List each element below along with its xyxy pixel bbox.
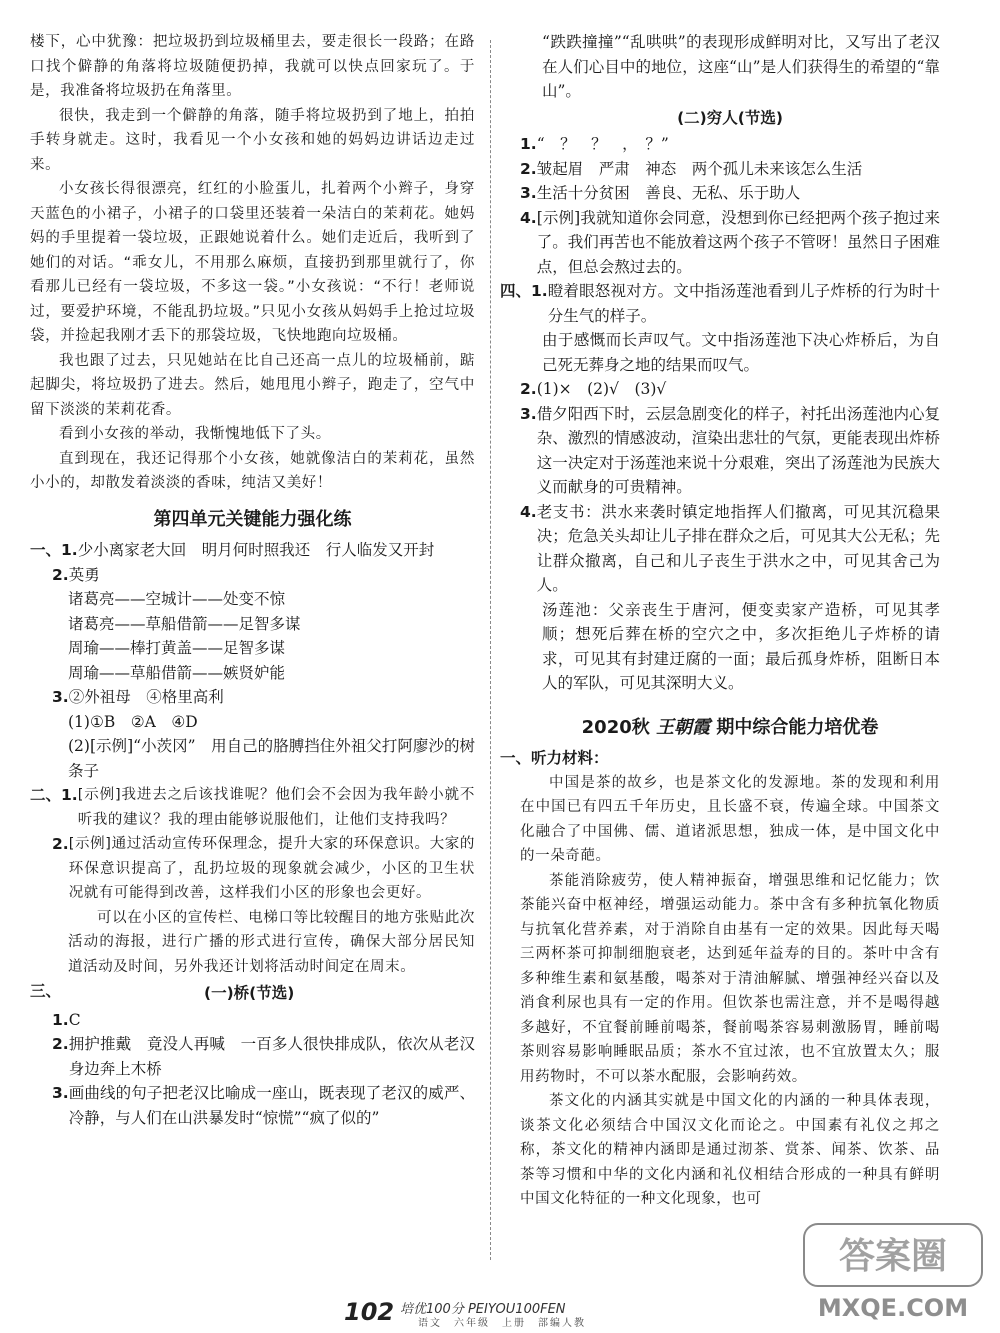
- answer-item: [520, 132, 940, 157]
- answer-text: 少小离家老大回 明月何时照我还 行人临发又开封: [77, 541, 435, 559]
- story-paragraph: 小女孩长得很漂亮，红红的小脸蛋儿，扎着两个小辫子，身穿天蓝色的小裙子，小裙子的口袋里还装着一朵洁白的茉莉花。她妈妈的手里提着一袋垃圾，正跟她说着什么。她们走近后，我听到了她们的对话。“乖女儿，不用那么麻烦，直接扔到那里就行了，你看那儿已经有一袋垃圾，不多这一袋。”小女孩说：“不行！老师说过，要爱护环境，不能乱扔垃圾。”只见小女孩从妈妈手上抢过垃圾袋，并捡起我刚才丢下的那袋垃圾，飞快地跑向垃圾桶。: [30, 181, 475, 344]
- exam-title-text: 期中综合能力培优卷: [716, 716, 879, 738]
- page-number: 102: [344, 1298, 395, 1326]
- answer-item: [30, 832, 475, 906]
- item-number: 2.: [52, 1035, 69, 1053]
- watermark-url: MXQE.COM: [817, 1294, 969, 1322]
- item-number: 一、1.: [30, 541, 78, 559]
- watermark-text: 答案圈: [838, 1236, 948, 1277]
- answer-text: (1)× (2)√ (3)√: [536, 380, 667, 398]
- subsection-title: (一)桥(节选): [204, 984, 295, 1002]
- answer-text: 借夕阳西下时，云层急剧变化的样子，衬托出汤莲池内心复杂、激烈的情感波动，渲染出悲壮的气氛，更能表现出炸桥这一决定对于汤莲池来说十分艰难，突出了汤莲池为民族大义而献身的可贵精神。: [536, 404, 940, 496]
- answer-text: ②外祖母 ④格里高利: [68, 688, 224, 706]
- item-number: 1.: [52, 1010, 69, 1029]
- answer-line: 诸葛亮——草船借箭——足智多谋: [68, 614, 301, 633]
- item-number: 二、1.: [30, 786, 78, 804]
- answer-item: [500, 279, 940, 328]
- answer-item: [30, 563, 475, 588]
- answer-text: 瞪着眼怒视对方。文中指汤莲池看到儿子炸桥的行为时十分生气的样子。: [547, 282, 940, 325]
- exam-brand-logo: 王朝霞: [656, 716, 711, 738]
- item-number: 3.: [52, 1084, 69, 1102]
- answer-text: 汤莲池：父亲丧生于唐河，便变卖家产造桥，可见其孝顺；想死后葬在桥的空穴之中，多次拒绝儿子炸桥的请求，可见其有封建迂腐的一面；最后孤身炸桥，阻断日本人的军队，可见其深明大义。: [542, 600, 940, 692]
- answer-text: [示例]我进去之后该找谁呢？他们会不会因为我年龄小就不听我的建议？我的理由能够说服他们，让他们支持我吗？: [77, 787, 475, 828]
- listening-material: [520, 771, 940, 1212]
- story-paragraph: 直到现在，我还记得那个小女孩，她就像洁白的茉莉花，虽然小小的，却散发着淡淡的香味，纯洁又美好！: [30, 450, 475, 491]
- item-number: 3.: [520, 404, 537, 423]
- answer-text: 英勇: [68, 565, 100, 584]
- answer-text: [示例]我就知道你会同意，没想到你已经把两个孩子抱过来了。我们再苦也不能放着这两个孩子不管呀！虽然日子困难点，但总会熬过去的。: [536, 208, 940, 276]
- answer-line: (1)①B ②A ④D: [68, 712, 198, 731]
- story-paragraph: 看到小女孩的举动，我惭愧地低下了头。: [59, 426, 331, 442]
- answer-item: [520, 377, 940, 402]
- item-number: 2.: [52, 565, 69, 584]
- answer-text: “ ？ ？ ， ？”: [536, 135, 669, 153]
- answer-text: 生活十分贫困 善良、无私、乐于助人: [536, 184, 801, 202]
- answer-line: 诸葛亮——空城计——处变不惊: [68, 590, 286, 608]
- unit-title: 第四单元关键能力强化练: [153, 508, 352, 530]
- left-column: [30, 30, 475, 1130]
- answer-item: [30, 1032, 475, 1081]
- right-column: [500, 30, 940, 1212]
- answer-item: [30, 685, 475, 710]
- answer-item: [520, 500, 940, 598]
- answer-text: C: [68, 1010, 81, 1029]
- answer-line: 周瑜——草船借箭——嫉贤妒能: [68, 663, 286, 682]
- item-number: 1.: [520, 135, 537, 153]
- answer-line: 周瑜——棒打黄盖——足智多谋: [68, 639, 286, 657]
- item-number: 4.: [520, 208, 537, 227]
- story-paragraph: 很快，我走到一个僻静的角落，随手将垃圾扔到了地上，拍拍手转身就走。这时，我看见一个小女孩和她的妈妈边讲话边走过来。: [30, 107, 475, 173]
- answer-text: 拥护推戴 竟没人再喊 一百多人很快排成队，依次从老汉身边奔上木桥: [68, 1035, 475, 1078]
- listening-paragraph: 茶文化的内涵其实就是中国文化的内涵的一种具体表现，谈茶文化必须结合中国汉文化而论之。中国素有礼仪之邦之称，茶文化的精神内涵即是通过沏茶、赏茶、闻茶、饮茶、品茶等习惯和中华的文化内涵和礼仪相结合形成的一种具有鲜明中国文化特征的一种文化现象，也可: [520, 1093, 940, 1207]
- subsection-title: (二)穷人(节选): [677, 108, 783, 127]
- answer-text: 老支书：洪水来袭时镇定地指挥人们撤离，可见其沉稳果决；危急关头却让儿子排在群众之后，可见其大公无私；先让群众撤离，自己和儿子丧生于洪水之中，可见其舍己为人。: [536, 502, 940, 594]
- footer-subtitle: 语文 六年级 上册 部编人教: [418, 1318, 586, 1329]
- item-number: 4.: [520, 502, 537, 521]
- listening-paragraph: 茶能消除疲劳，使人精神振奋，增强思维和记忆能力；饮茶能兴奋中枢神经，增强运动能力。茶中含有多种抗氧化物质与抗氧化营养素，对于消除自由基有一定的效果。因此每天喝三两杯茶可抑制细胞衰老，达到延年益寿的目的。茶叶中含有多种维生素和氨基酸，喝茶对于清油解腻、增强神经兴奋以及消食利尿也具有一定的作用。但饮茶也需注意，并不是喝得越多越好，不宜餐前睡前喝茶，餐前喝茶容易刺激肠胃，睡前喝茶则容易影响睡眠品质；茶水不宜过浓，也不宜放置太久；服用药物时，不可以茶水配服，会影响药效。: [520, 872, 940, 1085]
- item-number: 3.: [520, 184, 537, 202]
- item-number: 2.: [52, 835, 69, 853]
- answer-item: [520, 157, 940, 182]
- answer-text: 由于感慨而长声叹气。文中指汤莲池下决心炸桥后，为自己死无葬身之地的结果而叹气。: [542, 331, 940, 374]
- answer-item: [520, 181, 940, 206]
- answer-text: 皱起眉 严肃 神态 两个孤儿未来该怎么生活: [536, 159, 863, 178]
- section-header: [30, 979, 475, 1008]
- footer-brand: 培优100分 PEIYOU100FEN: [400, 1302, 566, 1317]
- answer-item: [520, 206, 940, 280]
- story-paragraph: 楼下，心中犹豫：把垃圾扔到垃圾桶里去，要走很长一段路；在路口找个僻静的角落将垃圾随便扔掉，我就可以快点回家玩了。于是，我准备将垃圾扔在角落里。: [30, 34, 475, 99]
- answer-text: 可以在小区的宣传栏、电梯口等比较醒目的地方张贴此次活动的海报，进行广播的形式进行宣传，确保大部分居民知道活动及时间，另外我还计划将活动时间定在周末。: [68, 909, 475, 975]
- listening-paragraph: 中国是茶的故乡，也是茶文化的发源地。茶的发现和利用在中国已有四五千年历史，且长盛不衰，传遍全球。中国茶文化融合了中国佛、儒、道诸派思想，独成一体，是中国文化中的一朵奇葩。: [520, 774, 940, 864]
- answer-item: [30, 1008, 475, 1033]
- item-number: 2.: [520, 159, 537, 178]
- watermark-logo: [798, 1220, 988, 1325]
- answer-continuation: “跌跌撞撞”“乱哄哄”的表现形成鲜明对比，又写出了老汉在人们心目中的地位，这座“山”是人们获得生的希望的“靠山”。: [542, 33, 940, 100]
- item-number: 四、1.: [500, 282, 548, 300]
- story-essay: [30, 30, 475, 496]
- answer-text: 画曲线的句子把老汉比喻成一座山，既表现了老汉的威严、冷静，与人们在山洪暴发时“惊慌”“疯了似的”: [68, 1084, 475, 1127]
- item-number: 2.: [520, 380, 537, 398]
- item-number: 三、: [30, 982, 62, 1000]
- story-paragraph: 我也跟了过去，只见她站在比自己还高一点儿的垃圾桶前，踮起脚尖，将垃圾扔了进去。然后，她甩甩小辫子，跑走了，空气中留下淡淡的茉莉花香。: [30, 352, 475, 418]
- answer-item: [30, 1081, 475, 1130]
- answer-item: [520, 402, 940, 500]
- answer-item: [30, 538, 475, 563]
- answer-text: [示例]通过活动宣传环保理念，提升大家的环保意识。大家的环保意识提高了，乱扔垃圾的现象就会减少，小区的卫生状况就有可能得到改善，这样我们小区的形象也会更好。: [68, 836, 475, 901]
- exam-title: [520, 716, 940, 741]
- listening-label: 一、听力材料：: [500, 749, 609, 767]
- item-number: 3.: [52, 688, 69, 706]
- answer-line: (2)[示例]“小茨冈” 用自己的胳膊挡住外祖父打阿廖沙的树条子: [68, 737, 475, 780]
- answer-item: [30, 783, 475, 832]
- exam-year: 2020秋: [581, 716, 650, 738]
- column-divider: [490, 40, 491, 1260]
